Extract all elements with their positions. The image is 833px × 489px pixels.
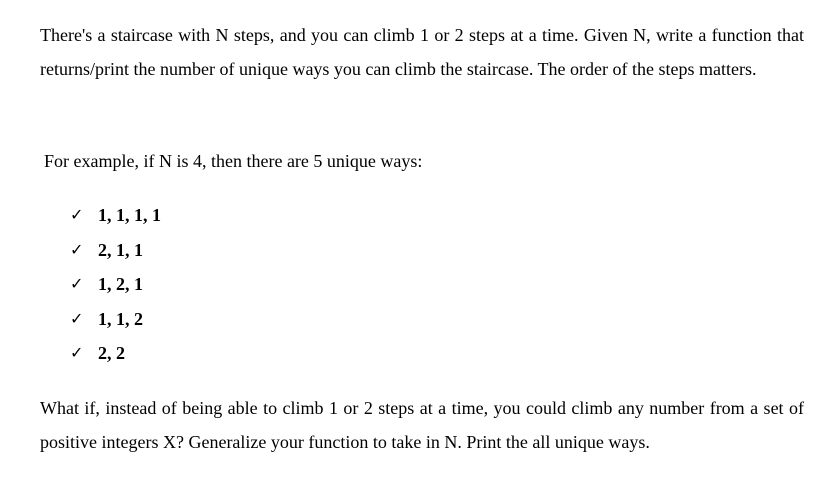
list-item [70, 267, 161, 302]
check-icon: ✓ [70, 308, 84, 328]
followup-paragraph: What if, instead of being able to climb 1 or 2 steps at a time, you could climb any number from a set of positive integers X? Generalize your function to take in N. Print the all unique ways. [40, 398, 804, 452]
list-item [70, 336, 161, 371]
way-text: 1, 2, 1 [98, 274, 143, 294]
list-item [70, 302, 161, 337]
check-icon: ✓ [70, 239, 84, 259]
check-icon: ✓ [70, 205, 84, 224]
check-icon: ✓ [70, 274, 84, 293]
list-item [70, 198, 161, 233]
example-paragraph: For example, if N is 4, then there are 5 unique ways: [44, 151, 423, 171]
check-icon: ✓ [70, 343, 84, 362]
ways-list [70, 198, 161, 371]
intro-paragraph: There's a staircase with N steps, and you can climb 1 or 2 steps at a time. Given N, write a function that returns/print the number of unique ways you can climb the staircase. The order of the steps matters. [40, 25, 804, 79]
way-text: 2, 1, 1 [98, 239, 143, 260]
way-text: 1, 1, 2 [98, 308, 143, 329]
way-text: 2, 2 [98, 343, 125, 363]
list-item [70, 233, 161, 268]
way-text: 1, 1, 1, 1 [98, 205, 161, 225]
